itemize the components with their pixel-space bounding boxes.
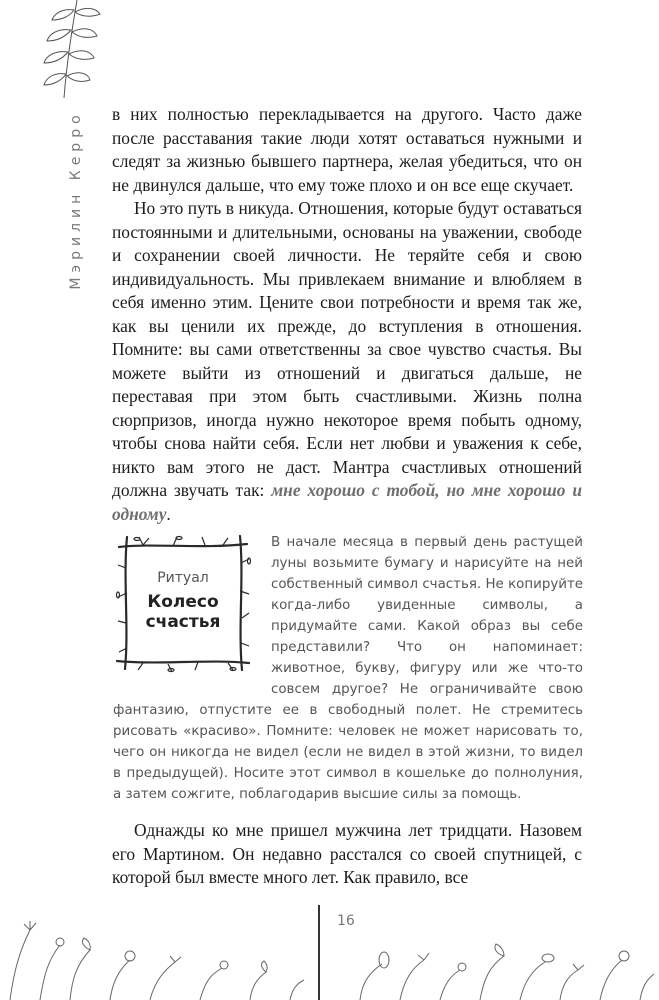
ritual-title: Колесо счастья [145,592,221,632]
page-number: 16 [337,913,355,929]
paragraph-2-text: Но это путь в никуда. Отношения, которые будут оставаться постоянными и длительными, основаны на уважении, свободе и сохранении своей личности. Не теряйте себя и свою индивидуальность. Мы привлекаем внимание и влюбляем в себя именно этим. Цените свои потребности и время так же, как вы ценили их прежде, до вступления в отношения. Помните: вы сами ответственны за свое чувство счастья. Вы можете выйти из отношений и двигаться дальше, не переставая при этом быть счастливыми. Жизнь полна сюрпризов, иногда нужно некоторое время побыть одному, чтобы снова найти себя. Если нет любви и уважения к себе, никто вам этого не даст. Мантра счастливых отношений должна звучать так: [112,198,582,500]
body-text [112,103,582,526]
paragraph-2-end: . [166,503,171,524]
ritual-label: Ритуал [157,570,209,586]
author-vertical-label: Мэрилин Керро [68,110,84,290]
paragraph-1: в них полностью перекладывается на другого. Часто даже после расставания такие люди хотят оставаться нужными и следят за жизнью бывшего партнера, желая убедиться, что он не двинулся дальше, что ему тоже плохо и он все еще скучает. [112,104,582,195]
ritual-text [113,532,583,805]
ritual-text-content: В начале месяца в первый день растущей луны возьмите бумагу и нарисуйте на ней собственный символ счастья. Не копируйте когда-либо увиденные символы, а придумайте сами. Какой образ вы себе представили? Что он напоминает: животное, букву, фигуру или же что-то совсем другое? Не ограничивайте свою фантазию, отпустите ее в свободный полет. Не стремитесь рисовать «красиво». Помните: человек не может нарисовать то, чего он никогда не видел (если не видел в этой жизни, то видел в предыдущей). Носите этот символ в кошельке до полнолуния, а затем сожгите, поблагодарив высшие силы за помощь. [113,535,583,802]
paragraph-3: Однажды ко мне пришел мужчина лет тридцати. Назовем его Мартином. Он недавно расстался со своей спутницей, с которой был вместе много лет. Как правило, все [112,820,582,888]
floral-border-illustration [0,890,659,1000]
leaf-branch-illustration [22,0,112,100]
paragraph-2 [112,197,582,526]
mantra-emphasis: мне хорошо с тобой, но мне хорошо и одному [112,480,582,524]
frame-spacer [113,532,271,687]
